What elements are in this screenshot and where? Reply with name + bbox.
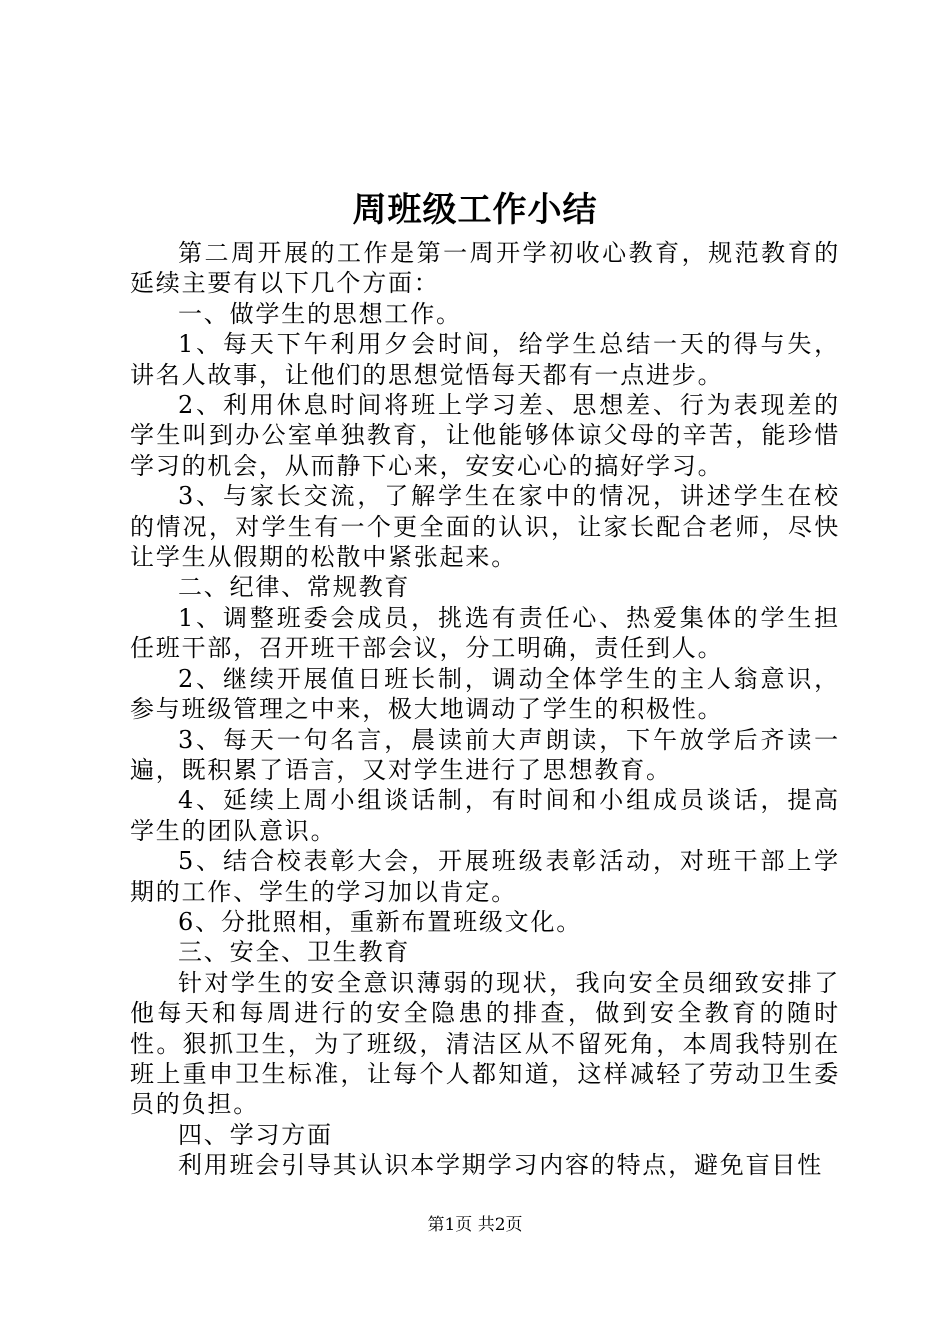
heading-section-2: 二、纪律、常规教育 bbox=[178, 573, 411, 602]
paragraph-safety: 针对学生的安全意识薄弱的现状，我向安全员细致安排了他每天和每周进行的安全隐患的排查，做到安全教育的随时性。狠抓卫生，为了班级，清洁区从不留死角，本周我特别在班上重申卫生标准，让每个人都知道，这样减轻了劳动卫生委员的负担。 bbox=[130, 968, 840, 1119]
paragraph-item: 4、延续上周小组谈话制，有时间和小组成员谈话，提高学生的团队意识。 bbox=[130, 786, 840, 845]
paragraph-intro: 第二周开展的工作是第一周开学初收心教育，规范教育的延续主要有以下几个方面： bbox=[130, 239, 840, 298]
heading-section-1: 一、做学生的思想工作。 bbox=[178, 299, 462, 328]
paragraph-study: 利用班会引导其认识本学期学习内容的特点，避免盲目性 bbox=[178, 1151, 823, 1180]
paragraph-item: 3、与家长交流，了解学生在家中的情况，讲述学生在校的情况，对学生有一个更全面的认识，让家长配合老师，尽快让学生从假期的松散中紧张起来。 bbox=[130, 482, 840, 572]
heading-section-4: 四、学习方面 bbox=[178, 1120, 333, 1149]
paragraph-item: 1、每天下午利用夕会时间，给学生总结一天的得与失，讲名人故事，让他们的思想觉悟每天都有一点进步。 bbox=[130, 330, 840, 389]
paragraph-item: 1、调整班委会成员，挑选有责任心、热爱集体的学生担任班干部，召开班干部会议，分工明确，责任到人。 bbox=[130, 603, 840, 663]
heading-section-3: 三、安全、卫生教育 bbox=[178, 938, 411, 967]
paragraph-item: 6、分批照相，重新布置班级文化。 bbox=[178, 907, 583, 936]
document-body bbox=[130, 238, 840, 1181]
document-title: 周班级工作小结 bbox=[352, 190, 598, 230]
paragraph-item: 3、每天一句名言，晨读前大声朗读，下午放学后齐读一遍，既积累了语言，又对学生进行了思想教育。 bbox=[130, 725, 840, 784]
paragraph-item: 5、结合校表彰大会，开展班级表彰活动，对班干部上学期的工作、学生的学习加以肯定。 bbox=[130, 847, 840, 906]
paragraph-item: 2、继续开展值日班长制，调动全体学生的主人翁意识，参与班级管理之中来，极大地调动了学生的积极性。 bbox=[130, 664, 840, 724]
paragraph-item: 2、利用休息时间将班上学习差、思想差、行为表现差的学生叫到办公室单独教育，让他能够体谅父母的辛苦，能珍惜学习的机会，从而静下心来，安安心心的搞好学习。 bbox=[130, 391, 840, 480]
page-footer: 第1页 共2页 bbox=[427, 1215, 523, 1235]
